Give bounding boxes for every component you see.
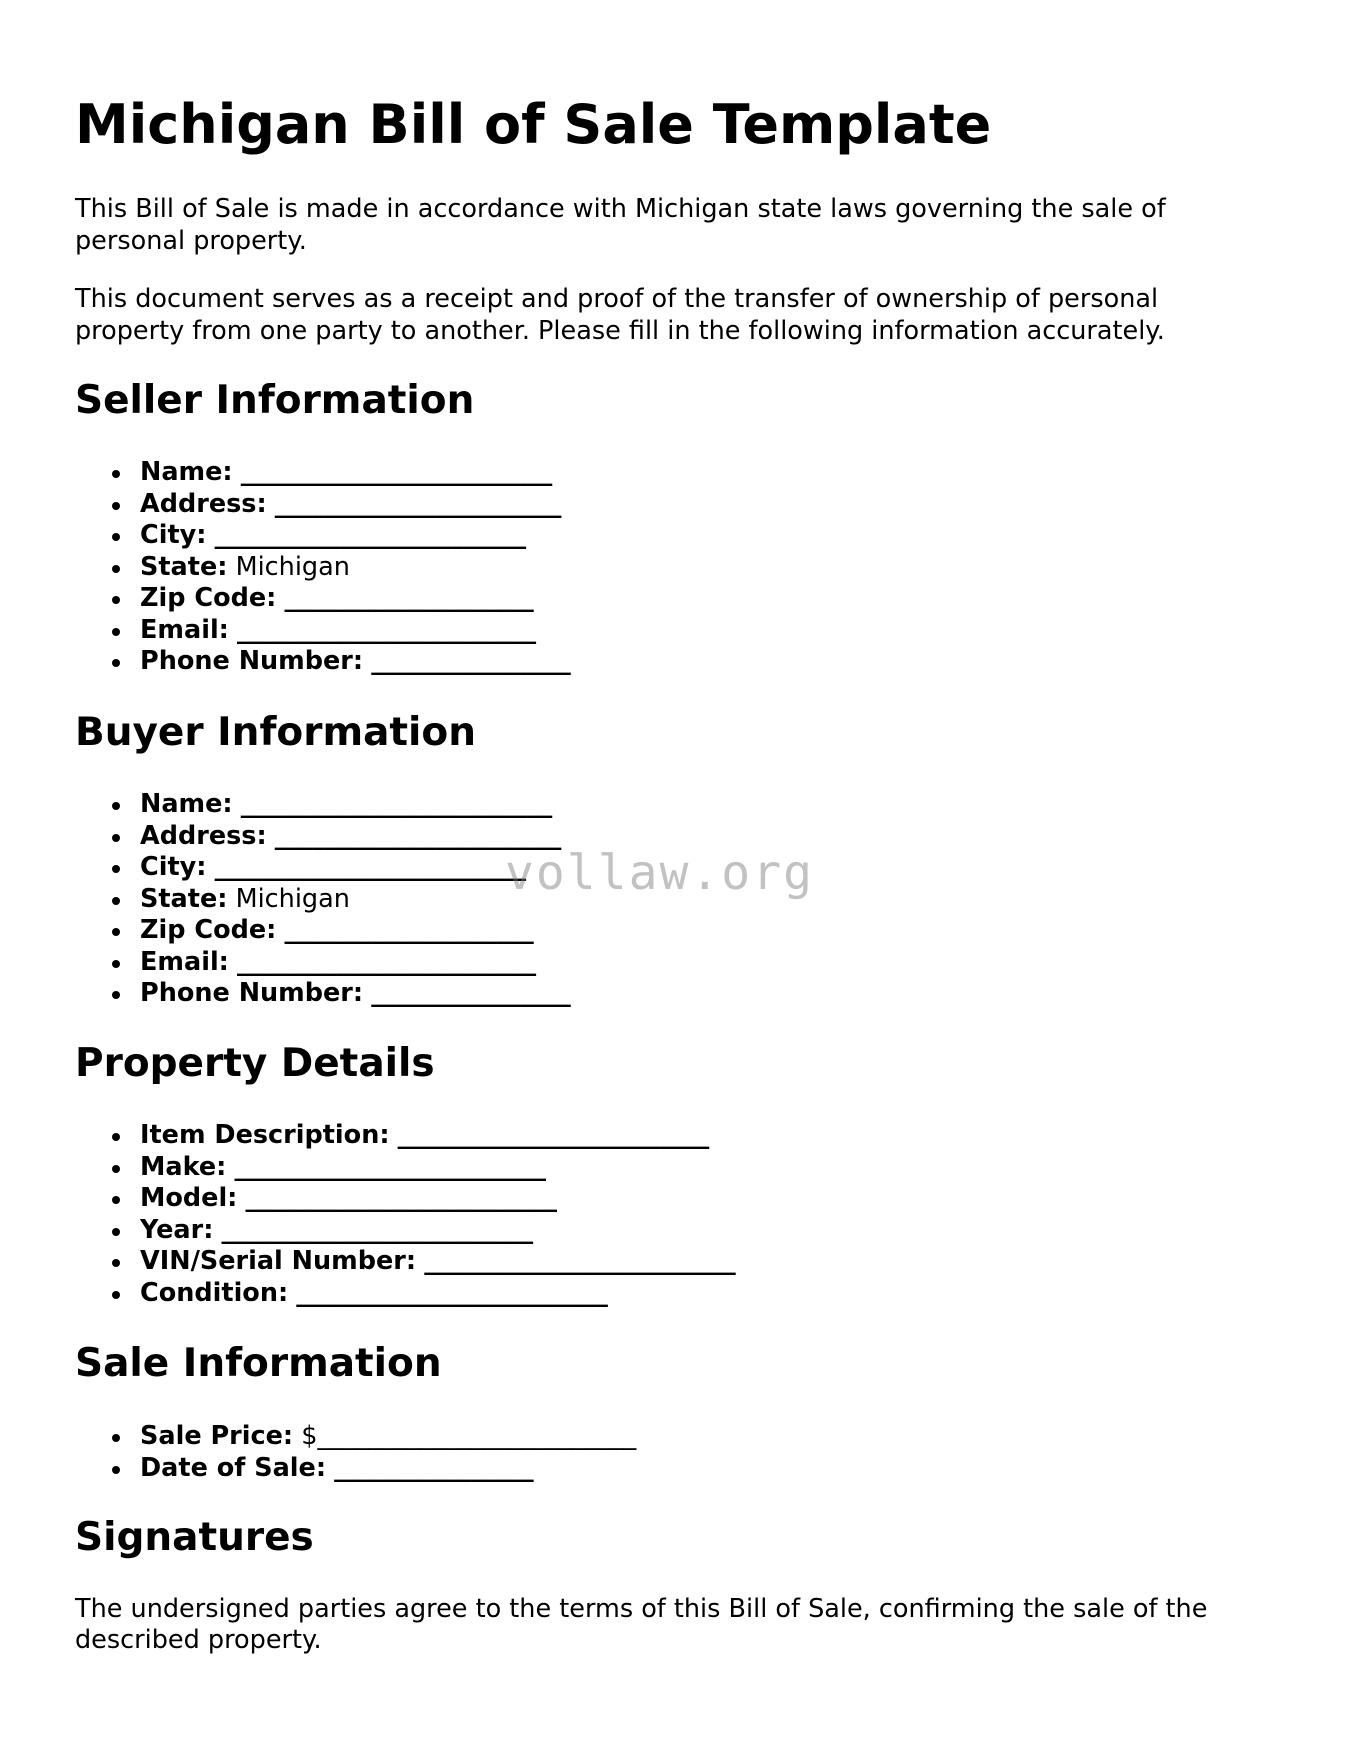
field-label: Phone Number:: [140, 978, 364, 1008]
field-label: Item Description:: [140, 1120, 390, 1150]
property-heading: Property Details: [75, 1041, 435, 1086]
intro-paragraph-2: This document serves as a receipt and proof of the transfer of ownership of personal property from one party to another. Please fill in the following information accurately.: [75, 284, 1165, 346]
field-label: Make:: [140, 1151, 227, 1182]
field-label: Condition:: [140, 1277, 289, 1308]
field-label: Address:: [140, 820, 267, 851]
seller-state-field: [75, 552, 570, 584]
field-label: City:: [140, 520, 207, 550]
field-blank: _________________________: [214, 852, 526, 882]
field-label: VIN/Serial Number:: [140, 1246, 417, 1276]
field-label: Sale Price:: [140, 1421, 294, 1451]
intro-paragraph-1: This Bill of Sale is made in accordance with Michigan state laws governing the sale of personal property.: [75, 194, 1166, 256]
field-blank: _________________________: [214, 520, 526, 550]
seller-email-field: [75, 615, 570, 647]
field-label: State:: [140, 883, 228, 914]
field-value: Michigan: [235, 883, 350, 914]
field-blank: ________________: [371, 646, 571, 676]
sale-fields: [75, 1421, 636, 1484]
field-label: City:: [140, 852, 207, 882]
field-blank: _________________________: [397, 1120, 709, 1150]
field-label: Zip Code:: [140, 583, 277, 613]
sale-date-field: [75, 1453, 636, 1485]
buyer-city-field: [75, 852, 570, 884]
field-blank: ________________: [334, 1452, 534, 1483]
field-label: Date of Sale:: [140, 1452, 327, 1483]
buyer-address-field: [75, 821, 570, 853]
field-blank: _________________________: [296, 1277, 608, 1308]
field-label: Phone Number:: [140, 646, 364, 676]
seller-zip-field: [75, 583, 570, 615]
watermark: vollaw.org: [505, 845, 814, 901]
field-blank: _________________________: [240, 789, 552, 819]
sale-price-field: [75, 1421, 636, 1453]
sale-heading: Sale Information: [75, 1341, 442, 1386]
seller-phone-field: [75, 646, 570, 678]
signatures-heading: Signatures: [75, 1515, 314, 1560]
field-blank: _________________________: [221, 1214, 533, 1245]
field-blank: _________________________: [245, 1183, 557, 1213]
field-blank: _________________________: [240, 457, 552, 487]
field-blank: _________________________: [234, 1151, 546, 1182]
field-label: Zip Code:: [140, 915, 277, 945]
buyer-heading: Buyer Information: [75, 710, 476, 755]
seller-name-field: [75, 457, 570, 489]
field-blank: ________________________: [237, 614, 536, 645]
buyer-zip-field: [75, 915, 570, 947]
seller-fields: [75, 457, 570, 678]
field-label: Email:: [140, 614, 229, 645]
field-label: Model:: [140, 1183, 238, 1213]
field-blank: _________________________: [424, 1246, 736, 1276]
field-label: State:: [140, 551, 228, 582]
property-description-field: [75, 1120, 735, 1152]
field-blank: _______________________: [274, 488, 562, 519]
property-model-field: [75, 1183, 735, 1215]
property-make-field: [75, 1152, 735, 1184]
property-year-field: [75, 1215, 735, 1247]
seller-city-field: [75, 520, 570, 552]
field-label: Name:: [140, 457, 233, 487]
seller-address-field: [75, 489, 570, 521]
field-label: Address:: [140, 488, 267, 519]
field-blank: ____________________: [284, 915, 534, 945]
buyer-fields: [75, 789, 570, 1010]
buyer-phone-field: [75, 978, 570, 1010]
buyer-email-field: [75, 947, 570, 979]
field-blank: _______________________: [274, 820, 562, 851]
buyer-state-field: [75, 884, 570, 916]
field-value: Michigan: [235, 551, 350, 582]
field-blank: ________________________: [237, 946, 536, 977]
page-title: Michigan Bill of Sale Template: [75, 93, 992, 156]
seller-heading: Seller Information: [75, 378, 475, 423]
field-label: Email:: [140, 946, 229, 977]
property-fields: [75, 1120, 735, 1309]
field-blank: ________________: [371, 978, 571, 1008]
buyer-name-field: [75, 789, 570, 821]
property-condition-field: [75, 1278, 735, 1310]
field-label: Year:: [140, 1214, 214, 1245]
field-blank: ____________________: [284, 583, 534, 613]
field-label: Name:: [140, 789, 233, 819]
signatures-paragraph: The undersigned parties agree to the terms of this Bill of Sale, confirming the sale of the described property.: [75, 1594, 1208, 1655]
field-blank: $_________________________: [301, 1421, 637, 1451]
property-vin-field: [75, 1246, 735, 1278]
